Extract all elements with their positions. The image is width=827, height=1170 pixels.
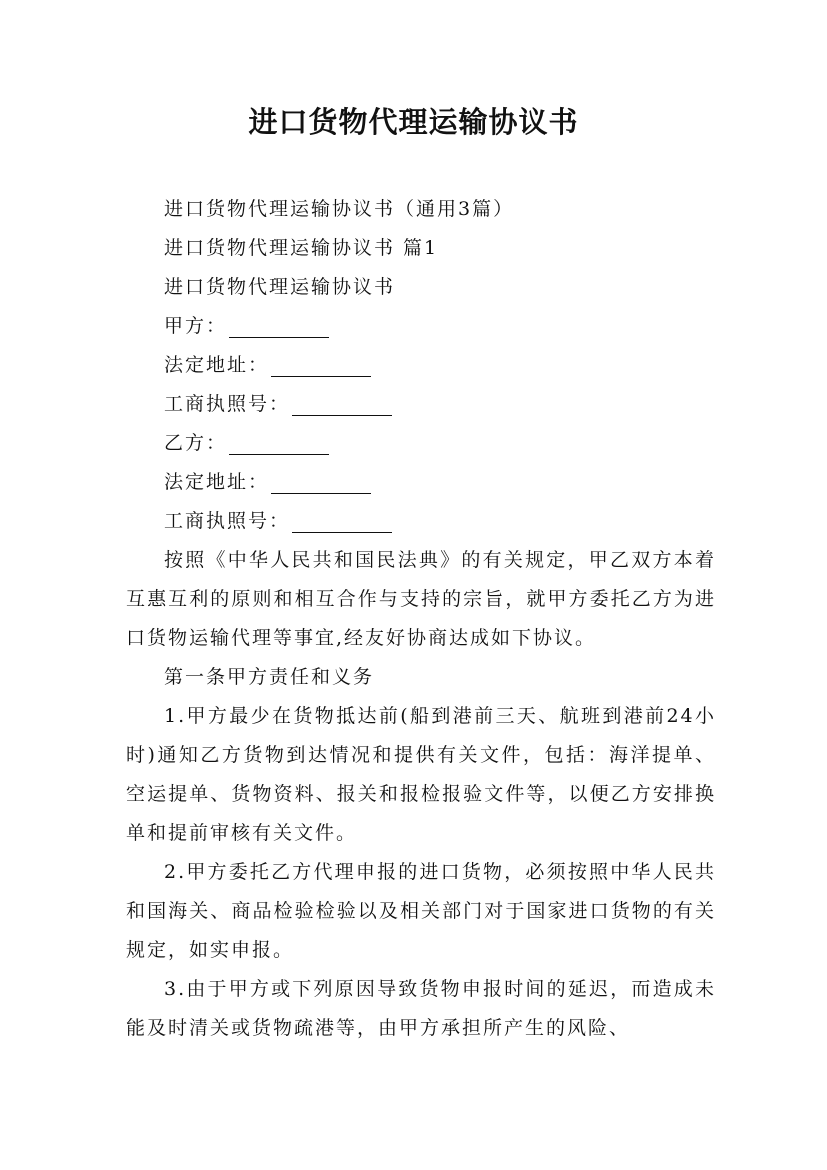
party-b-license-line (126, 502, 716, 541)
preamble-paragraph: 按照《中华人民共和国民法典》的有关规定，甲乙双方本着互惠互利的原则和相互合作与支持的宗旨，就甲方委托乙方为进口货物运输代理等事宜,经友好协商达成如下协议。 (126, 549, 716, 649)
party-a-address-blank (271, 357, 371, 377)
document-title: 进口货物代理运输协议书 (248, 105, 579, 139)
party-b-line (126, 424, 716, 463)
party-b-blank (229, 435, 329, 455)
document-body (126, 190, 716, 1048)
party-b-license-blank (292, 513, 392, 533)
clause-2-paragraph: 2.甲方委托乙方代理申报的进口货物，必须按照中华人民共和国海关、商品检验检验以及相关部门对于国家进口货物的有关规定，如实申报。 (126, 861, 716, 961)
part-title-line: 进口货物代理运输协议书 篇1 (164, 237, 439, 259)
party-a-address-label: 法定地址： (164, 354, 270, 376)
party-a-blank (229, 318, 329, 338)
party-b-address-blank (271, 474, 371, 494)
series-title-line: 进口货物代理运输协议书（通用3篇） (164, 198, 515, 220)
clause-3-paragraph: 3.由于甲方或下列原因导致货物申报时间的延迟，而造成未能及时清关或货物疏港等，由甲方承担所产生的风险、 (126, 978, 716, 1039)
party-a-license-label: 工商执照号： (164, 393, 291, 415)
clause-1-paragraph: 1.甲方最少在货物抵达前(船到港前三天、航班到港前24小时)通知乙方货物到达情况和提供有关文件，包括：海洋提单、空运提单、货物资料、报关和报检报验文件等，以便乙方安排换单和提前审核有关文件。 (126, 705, 716, 844)
party-a-label: 甲方： (164, 315, 228, 337)
party-b-label: 乙方： (164, 432, 228, 454)
party-b-address-label: 法定地址： (164, 471, 270, 493)
party-a-license-line (126, 385, 716, 424)
party-a-line (126, 307, 716, 346)
article1-heading: 第一条甲方责任和义务 (164, 666, 375, 688)
party-a-address-line (126, 346, 716, 385)
party-b-address-line (126, 463, 716, 502)
party-a-license-blank (292, 396, 392, 416)
agreement-title-line: 进口货物代理运输协议书 (164, 276, 396, 298)
party-b-license-label: 工商执照号： (164, 510, 291, 532)
